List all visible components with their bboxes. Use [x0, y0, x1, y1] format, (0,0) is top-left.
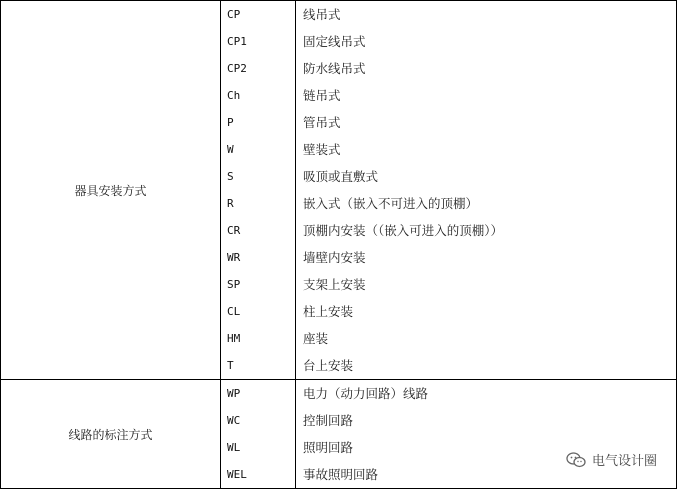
code-cell: P: [227, 116, 234, 129]
code-cell: S: [227, 170, 234, 183]
description-cell: 事故照明回路: [303, 467, 379, 482]
description-cell: 台上安装: [303, 358, 354, 373]
description-column: [296, 380, 677, 489]
description-cell: 墙壁内安装: [303, 250, 366, 265]
description-cell: 柱上安装: [303, 304, 354, 319]
code-cell: HM: [227, 332, 241, 345]
description-cell: 座装: [303, 331, 329, 346]
code-cell: WL: [227, 441, 241, 454]
category-cell: [1, 1, 221, 380]
watermark-text: 电气设计圈: [591, 454, 657, 469]
code-cell: CR: [227, 224, 241, 237]
code-cell: WR: [227, 251, 241, 264]
description-cell: 电力（动力回路）线路: [303, 386, 429, 401]
watermark: [566, 450, 657, 469]
table-row: [1, 380, 677, 489]
description-cell: 控制回路: [303, 413, 354, 428]
code-cell: CL: [227, 305, 241, 318]
description-cell: 支架上安装: [303, 277, 366, 292]
code-cell: T: [227, 359, 234, 372]
code-cell: CP2: [227, 62, 247, 75]
description-cell: 线吊式: [303, 7, 341, 22]
description-cell: 顶棚内安装（（嵌入可进入的顶棚））: [303, 223, 504, 238]
code-cell: CP: [227, 8, 241, 21]
category-cell: [1, 380, 221, 489]
description-cell: 管吊式: [303, 115, 341, 130]
code-cell: WEL: [227, 468, 247, 481]
description-cell: 固定线吊式: [303, 34, 366, 49]
code-column: [221, 380, 296, 489]
description-cell: 照明回路: [303, 440, 354, 455]
code-cell: WC: [227, 414, 241, 427]
code-cell: R: [227, 197, 234, 210]
code-column: [221, 1, 296, 380]
code-cell: Ch: [227, 89, 241, 102]
code-cell: W: [227, 143, 234, 156]
code-cell: CP1: [227, 35, 247, 48]
code-cell: WP: [227, 387, 241, 400]
description-cell: 嵌入式（嵌入不可进入的顶棚）: [303, 196, 479, 211]
description-cell: 防水线吊式: [303, 61, 366, 76]
description-cell: 链吊式: [303, 88, 341, 103]
category-label: 器具安装方式: [74, 183, 147, 198]
table-row: [1, 1, 677, 380]
description-cell: 壁装式: [303, 142, 341, 157]
description-cell: 吸顶或直敷式: [303, 169, 379, 184]
code-cell: SP: [227, 278, 241, 291]
description-column: [296, 1, 677, 380]
wechat-icon: [566, 452, 586, 468]
category-label: 线路的标注方式: [68, 427, 153, 442]
